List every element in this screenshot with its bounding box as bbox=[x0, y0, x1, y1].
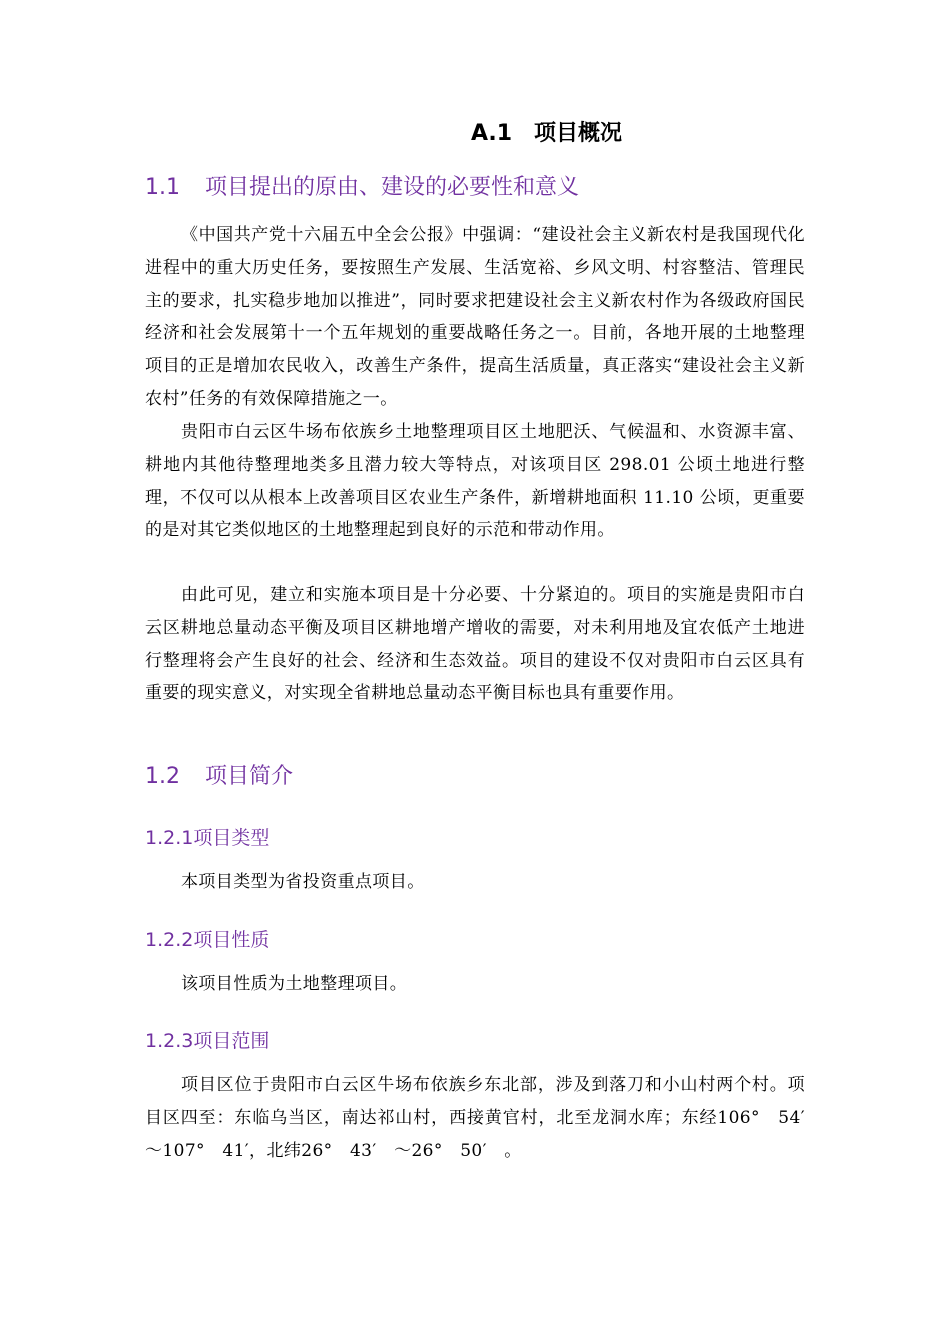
paragraph: 该项目性质为土地整理项目。 bbox=[181, 974, 408, 994]
section-title: 项目简介 bbox=[205, 764, 294, 789]
subsection-heading-1-2-3 bbox=[145, 1026, 269, 1053]
paragraph: 贵阳市白云区牛场布依族乡土地整理项目区土地肥沃、气候温和、水资源丰富、耕地内其他待整理地类多且潜力较大等特点，对该项目区 298.01 公顷土地进行整理，不仅可以从根本上改善项目区农业生产条件，新增耕地面积 11.10 公顷，更重要的是对其它类似地区的土地整理起到良好的示范和带动作用。 bbox=[145, 422, 805, 541]
subsection-number: 1.2.3 bbox=[145, 1030, 194, 1052]
paragraph: 项目区位于贵阳市白云区牛场布依族乡东北部，涉及到落刀和小山村两个村。项目区四至：东临乌当区，南达祁山村，西接黄官村，北至龙洞水库；东经106° 54′ ～107° 41′，北纬26° 43′ ～26° 50′ 。 bbox=[145, 1075, 823, 1161]
paragraph: 《中国共产党十六届五中全会公报》中强调：“建设社会主义新农村是我国现代化进程中的重大历史任务，要按照生产发展、生活宽裕、乡风文明、村容整洁、管理民主的要求，扎实稳步地加以推进”，同时要求把建设社会主义新农村作为各级政府国民经济和社会发展第十一个五年规划的重要战略任务之一。目前，各地开展的土地整理项目的正是增加农民收入，改善生产条件，提高生活质量，真正落实“建设社会主义新农村”任务的有效保障措施之一。 bbox=[145, 225, 805, 409]
page-title: A.1 项目概况 bbox=[470, 121, 623, 146]
subsection-heading-1-2-1 bbox=[145, 823, 269, 850]
section-heading-1-1 bbox=[145, 170, 579, 201]
subsection-number: 1.2.1 bbox=[145, 827, 194, 849]
section-number: 1.2 bbox=[145, 764, 180, 789]
section-heading-1-2 bbox=[145, 759, 293, 790]
subsection-title: 项目类型 bbox=[193, 827, 270, 849]
subsection-title: 项目范围 bbox=[193, 1030, 270, 1052]
section-number: 1.1 bbox=[145, 175, 180, 200]
paragraph: 由此可见，建立和实施本项目是十分必要、十分紧迫的。项目的实施是贵阳市白云区耕地总量动态平衡及项目区耕地增产增收的需要，对未利用地及宜农低产土地进行整理将会产生良好的社会、经济和生态效益。项目的建设不仅对贵阳市白云区具有重要的现实意义，对实现全省耕地总量动态平衡目标也具有重要作用。 bbox=[145, 585, 805, 704]
paragraph: 本项目类型为省投资重点项目。 bbox=[181, 872, 425, 892]
subsection-number: 1.2.2 bbox=[145, 929, 194, 951]
subsection-title: 项目性质 bbox=[193, 929, 270, 951]
subsection-heading-1-2-2 bbox=[145, 925, 269, 952]
section-title: 项目提出的原由、建设的必要性和意义 bbox=[205, 175, 580, 200]
